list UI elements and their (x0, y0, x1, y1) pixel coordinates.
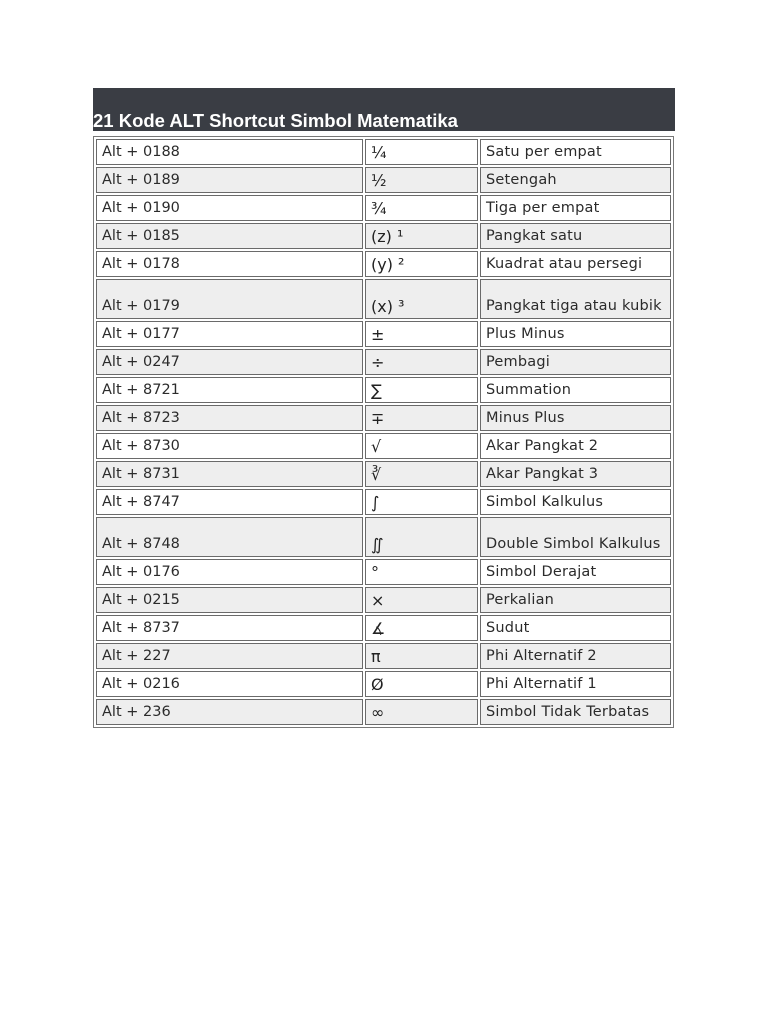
description-cell: Akar Pangkat 3 (480, 461, 671, 487)
description-cell: Simbol Derajat (480, 559, 671, 585)
description-cell: Akar Pangkat 2 (480, 433, 671, 459)
table-row (96, 489, 671, 515)
table-row (96, 377, 671, 403)
symbol-cell: ∫ (365, 489, 478, 515)
description-cell: Phi Alternatif 1 (480, 671, 671, 697)
symbol-cell: ∬ (365, 517, 478, 557)
symbol-cell: × (365, 587, 478, 613)
symbol-cell: ∞ (365, 699, 478, 725)
symbol-cell: Ø (365, 671, 478, 697)
symbol-cell: ° (365, 559, 478, 585)
alt-code-cell: Alt + 8731 (96, 461, 363, 487)
symbol-table (93, 136, 674, 728)
table-row (96, 279, 671, 319)
table-row (96, 139, 671, 165)
description-cell: Satu per empat (480, 139, 671, 165)
table-row (96, 699, 671, 725)
alt-code-cell: Alt + 236 (96, 699, 363, 725)
symbol-cell: ¾ (365, 195, 478, 221)
table-row (96, 643, 671, 669)
description-cell: Simbol Tidak Terbatas (480, 699, 671, 725)
table-row (96, 517, 671, 557)
symbol-cell: ∛ (365, 461, 478, 487)
symbol-cell: ∡ (365, 615, 478, 641)
description-cell: Sudut (480, 615, 671, 641)
symbol-cell: (z) ¹ (365, 223, 478, 249)
alt-code-cell: Alt + 0179 (96, 279, 363, 319)
description-cell: Phi Alternatif 2 (480, 643, 671, 669)
table-row (96, 195, 671, 221)
table-row (96, 433, 671, 459)
table-row (96, 587, 671, 613)
table-row (96, 321, 671, 347)
description-cell: Double Simbol Kalkulus (480, 517, 671, 557)
symbol-table-body (96, 139, 671, 725)
symbol-cell: ¼ (365, 139, 478, 165)
alt-code-cell: Alt + 0216 (96, 671, 363, 697)
symbol-cell: ½ (365, 167, 478, 193)
table-row (96, 671, 671, 697)
alt-code-cell: Alt + 0177 (96, 321, 363, 347)
symbol-cell: π (365, 643, 478, 669)
description-cell: Setengah (480, 167, 671, 193)
description-cell: Pangkat tiga atau kubik (480, 279, 671, 319)
symbol-cell: √ (365, 433, 478, 459)
alt-code-cell: Alt + 0189 (96, 167, 363, 193)
description-cell: Kuadrat atau persegi (480, 251, 671, 277)
description-cell: Perkalian (480, 587, 671, 613)
alt-code-cell: Alt + 0190 (96, 195, 363, 221)
table-row (96, 559, 671, 585)
symbol-cell: (x) ³ (365, 279, 478, 319)
symbol-cell: (y) ² (365, 251, 478, 277)
description-cell: Minus Plus (480, 405, 671, 431)
description-cell: Plus Minus (480, 321, 671, 347)
symbol-cell: ± (365, 321, 478, 347)
alt-code-cell: Alt + 8747 (96, 489, 363, 515)
alt-code-cell: Alt + 8748 (96, 517, 363, 557)
alt-code-cell: Alt + 0185 (96, 223, 363, 249)
alt-code-cell: Alt + 0247 (96, 349, 363, 375)
symbol-cell: ∑ (365, 377, 478, 403)
alt-code-cell: Alt + 0188 (96, 139, 363, 165)
table-row (96, 405, 671, 431)
table-row (96, 615, 671, 641)
page-title: 21 Kode ALT Shortcut Simbol Matematika (93, 110, 458, 131)
table-row (96, 461, 671, 487)
symbol-cell: ÷ (365, 349, 478, 375)
alt-code-cell: Alt + 0215 (96, 587, 363, 613)
alt-code-cell: Alt + 8730 (96, 433, 363, 459)
description-cell: Simbol Kalkulus (480, 489, 671, 515)
symbol-cell: ∓ (365, 405, 478, 431)
alt-code-cell: Alt + 8723 (96, 405, 363, 431)
description-cell: Summation (480, 377, 671, 403)
alt-code-cell: Alt + 8721 (96, 377, 363, 403)
table-row (96, 167, 671, 193)
description-cell: Pangkat satu (480, 223, 671, 249)
alt-code-cell: Alt + 0178 (96, 251, 363, 277)
table-row (96, 251, 671, 277)
alt-code-cell: Alt + 0176 (96, 559, 363, 585)
alt-code-cell: Alt + 8737 (96, 615, 363, 641)
table-row (96, 349, 671, 375)
alt-code-cell: Alt + 227 (96, 643, 363, 669)
table-row (96, 223, 671, 249)
description-cell: Pembagi (480, 349, 671, 375)
description-cell: Tiga per empat (480, 195, 671, 221)
